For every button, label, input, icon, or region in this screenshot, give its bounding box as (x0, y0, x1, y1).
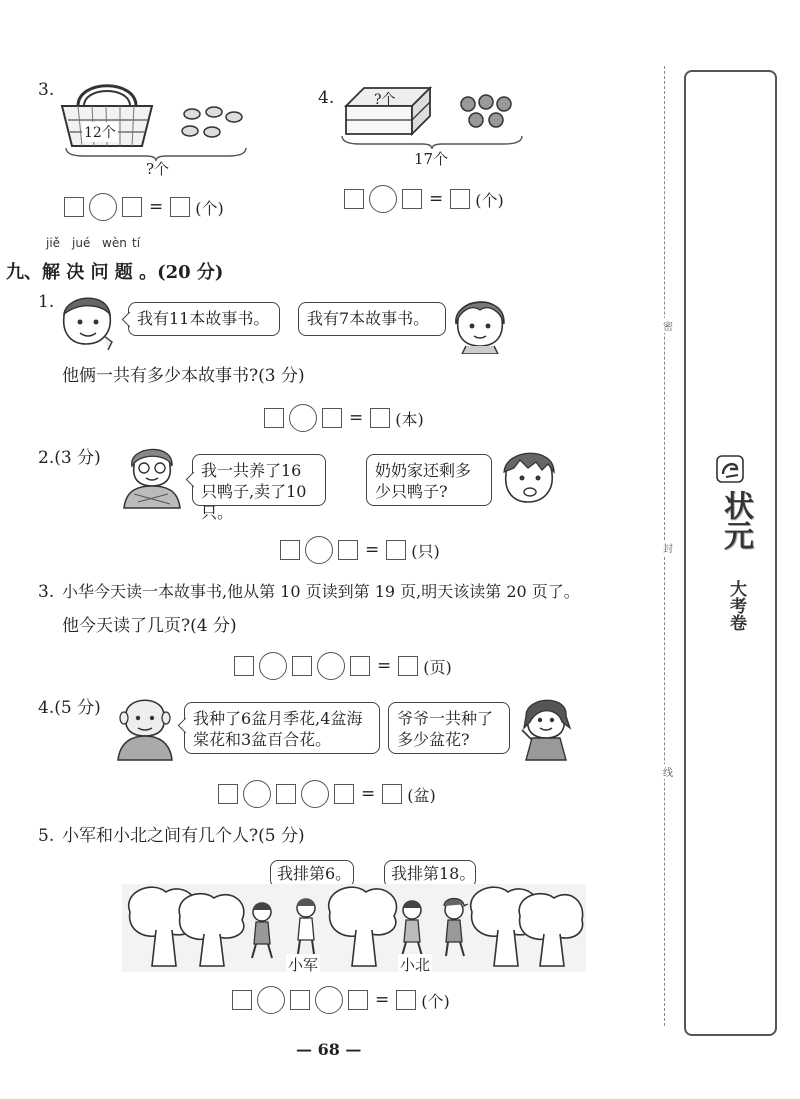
answer-box[interactable] (382, 784, 402, 804)
answer-box[interactable] (122, 197, 142, 217)
egg-group (180, 104, 250, 144)
q5-number: 5. (38, 826, 55, 846)
answer-box[interactable] (396, 990, 416, 1010)
unit-label: (个) (195, 198, 224, 218)
q3-line1: 小华今天读一本故事书,他从第 10 页读到第 19 页,明天该读第 20 页了。 (62, 582, 580, 601)
q1-number: 1. (38, 292, 55, 312)
answer-box[interactable] (292, 656, 312, 676)
q2-number: 2.(3 分) (38, 448, 101, 468)
speech-bubble-q2-left (192, 454, 326, 522)
pinyin-ti: tí (132, 236, 141, 250)
girl2-character-icon (518, 694, 574, 766)
speech-bubble-q1-right (298, 302, 446, 336)
side-panel (684, 70, 777, 1036)
bubble-text: 我有7本故事书。 (307, 309, 430, 328)
bubble-text: 我种了6盆月季花,4盆海棠花和3盆百合花。 (193, 709, 363, 749)
q3-line2: 他今天读了几页?(4 分) (62, 616, 237, 636)
answer-box[interactable] (344, 189, 364, 209)
girl-character-icon (452, 290, 508, 354)
speech-bubble-q2-right (366, 454, 492, 506)
answer-box[interactable] (64, 197, 84, 217)
operator-circle[interactable] (89, 193, 117, 221)
basket-label: 12个 (82, 122, 118, 142)
grandpa-character-icon (114, 692, 174, 762)
unit-label: (页) (423, 657, 452, 677)
grandma-character-icon (120, 444, 182, 510)
boy2-character-icon (500, 446, 558, 510)
answer-box[interactable] (264, 408, 284, 428)
margin-mark-xian: 线 (663, 764, 673, 779)
unit-label: (盆) (407, 785, 436, 805)
q3-number: 3. (38, 582, 55, 602)
q1-question: 他俩一共有多少本故事书?(3 分) (62, 366, 305, 386)
answer-p3 (64, 193, 224, 221)
bubble-text: 我有11本故事书。 (137, 309, 270, 328)
answer-p4 (344, 185, 504, 213)
operator-circle[interactable] (369, 185, 397, 213)
answer-box[interactable] (232, 990, 252, 1010)
queue-illustration (122, 882, 586, 974)
operator-circle[interactable] (289, 404, 317, 432)
answer-box[interactable] (350, 656, 370, 676)
answer-box[interactable] (290, 990, 310, 1010)
answer-q2 (280, 536, 440, 564)
equals-sign: = (429, 189, 444, 209)
answer-q5 (232, 986, 450, 1014)
answer-box[interactable] (338, 540, 358, 560)
bubble-text: 我排第18。 (391, 864, 476, 883)
operator-circle[interactable] (305, 536, 333, 564)
equals-sign: = (365, 540, 380, 560)
answer-box[interactable] (218, 784, 238, 804)
unit-label: (本) (395, 409, 424, 429)
equals-sign: = (349, 408, 364, 428)
answer-box[interactable] (386, 540, 406, 560)
brand-logo-icon (716, 455, 744, 483)
equals-sign: = (377, 656, 392, 676)
box-label: ?个 (374, 92, 396, 108)
answer-box[interactable] (334, 784, 354, 804)
boy-character-icon (56, 290, 116, 352)
unit-label: (个) (475, 190, 504, 210)
operator-circle[interactable] (301, 780, 329, 808)
answer-box[interactable] (402, 189, 422, 209)
answer-q3 (234, 652, 452, 680)
q5-question: 小军和小北之间有几个人?(5 分) (62, 826, 305, 846)
answer-q1 (264, 404, 424, 432)
bubble-text: 我排第6。 (277, 864, 352, 883)
bubble-text: 爷爷一共种了多少盆花? (397, 709, 494, 749)
problem-4-number: 4. (318, 88, 335, 108)
page-number: — 68 — (296, 1040, 362, 1059)
pinyin-jue: jué (72, 236, 91, 250)
brand-title: 状元 (718, 490, 753, 550)
bubble-text: 我一共养了16只鸭子,卖了10只。 (201, 461, 307, 522)
answer-box[interactable] (170, 197, 190, 217)
operator-circle[interactable] (257, 986, 285, 1014)
problem-3-number: 3. (38, 80, 55, 100)
answer-box[interactable] (398, 656, 418, 676)
operator-circle[interactable] (259, 652, 287, 680)
total-label-p4: 17个 (414, 150, 449, 168)
speech-bubble-q1-left (128, 302, 280, 336)
pinyin-jie: jiě (46, 236, 61, 250)
name-label-xiaojun: 小军 (288, 956, 319, 974)
answer-q4 (218, 780, 436, 808)
operator-circle[interactable] (243, 780, 271, 808)
name-label-xiaobei: 小北 (400, 956, 431, 974)
margin-mark-mi: 密 (663, 318, 673, 333)
unit-label: (只) (411, 541, 440, 561)
section-title: 九、解 决 问 题 。(20 分) (6, 262, 224, 283)
answer-box[interactable] (348, 990, 368, 1010)
answer-box[interactable] (280, 540, 300, 560)
answer-box[interactable] (450, 189, 470, 209)
answer-box[interactable] (234, 656, 254, 676)
margin-mark-feng: 封 (663, 540, 673, 555)
q4-number: 4.(5 分) (38, 698, 101, 718)
equals-sign: = (361, 784, 376, 804)
total-label-p3: ?个 (146, 160, 170, 178)
pinyin-wen: wèn (102, 236, 127, 250)
operator-circle[interactable] (315, 986, 343, 1014)
ball-group (458, 94, 522, 130)
brand-subtitle: 大考卷 (726, 580, 746, 631)
answer-box[interactable] (370, 408, 390, 428)
equals-sign: = (375, 990, 390, 1010)
answer-box[interactable] (322, 408, 342, 428)
equals-sign: = (149, 197, 164, 217)
speech-bubble-q4-right (388, 702, 510, 754)
operator-circle[interactable] (317, 652, 345, 680)
bubble-text: 奶奶家还剩多少只鸭子? (375, 461, 472, 501)
answer-box[interactable] (276, 784, 296, 804)
speech-bubble-q4-left (184, 702, 380, 754)
unit-label: (个) (421, 991, 450, 1011)
